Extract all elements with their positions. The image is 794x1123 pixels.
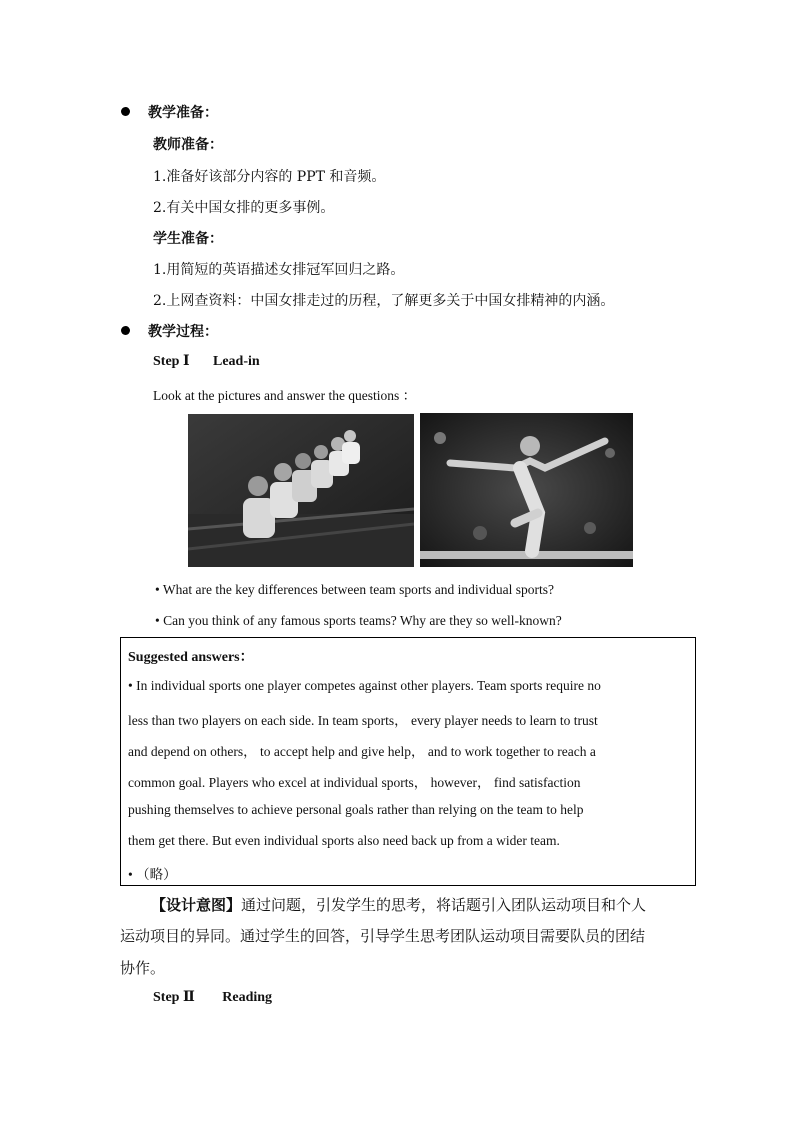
design-intent-line-2: 运动项目的异同。通过学生的回答，引导学生思考团队运动项目需要队员的团结 [120, 927, 646, 945]
student-prep-title: 学生准备： [153, 231, 223, 247]
rowing-team-photo [188, 414, 414, 567]
student-prep-item-2: 2.上网查资料：中国女排走过的历程，了解更多关于中国女排精神的内涵。 [153, 293, 615, 309]
suggested-answers-box [120, 637, 696, 886]
process-title: 教学过程： [148, 324, 218, 340]
step2-name: Reading [222, 990, 273, 1005]
answer-line-1: • In individual sports one player competes against other players. Team sports require no [128, 678, 601, 693]
design-intent-text-1: 通过问题，引发学生的思考，将话题引入团队运动项目和个人 [241, 896, 647, 914]
step1-name: Lead-in [213, 354, 260, 369]
answer-line-3: and depend on others， to accept help and give help， and to work together to reach a [128, 744, 596, 759]
design-intent-line-1 [151, 894, 646, 915]
step1-number: Step Ⅰ [153, 354, 190, 369]
answer-line-2: less than two players on each side. In team sports， every player needs to learn to trust [128, 713, 598, 728]
design-intent-label: 【设计意图】 [151, 896, 242, 914]
question-2: • Can you think of any famous sports teams? Why are they so well-known? [155, 613, 562, 628]
student-prep-item-1: 1.用简短的英语描述女排冠军回归之路。 [153, 262, 405, 278]
answer-line-6: them get there. But even individual sports also need back up from a wider team. [128, 833, 560, 848]
teacher-prep-title: 教师准备： [153, 137, 223, 153]
answer-note: • （略） [128, 867, 177, 882]
answers-title: Suggested answers： [128, 650, 254, 665]
teacher-prep-item-1: 1.准备好该部分内容的 PPT 和音频。 [153, 169, 386, 185]
prep-title: 教学准备： [148, 105, 218, 121]
step2-number: Step Ⅱ [153, 990, 195, 1005]
gymnast-photo [420, 413, 633, 567]
bullet-icon [121, 107, 130, 116]
answer-line-4: common goal. Players who excel at individual sports， however， find satisfaction [128, 775, 581, 790]
step1-heading [153, 353, 260, 370]
instruction-text: Look at the pictures and answer the questions ： [153, 388, 417, 403]
teacher-prep-item-2: 2.有关中国女排的更多事例。 [153, 200, 335, 216]
design-intent-line-3: 协作。 [120, 959, 166, 977]
bullet-icon [121, 326, 130, 335]
step2-heading [153, 989, 272, 1006]
answer-line-5: pushing themselves to achieve personal goals rather than relying on the team to help [128, 802, 584, 817]
question-1: • What are the key differences between team sports and individual sports? [155, 582, 554, 597]
